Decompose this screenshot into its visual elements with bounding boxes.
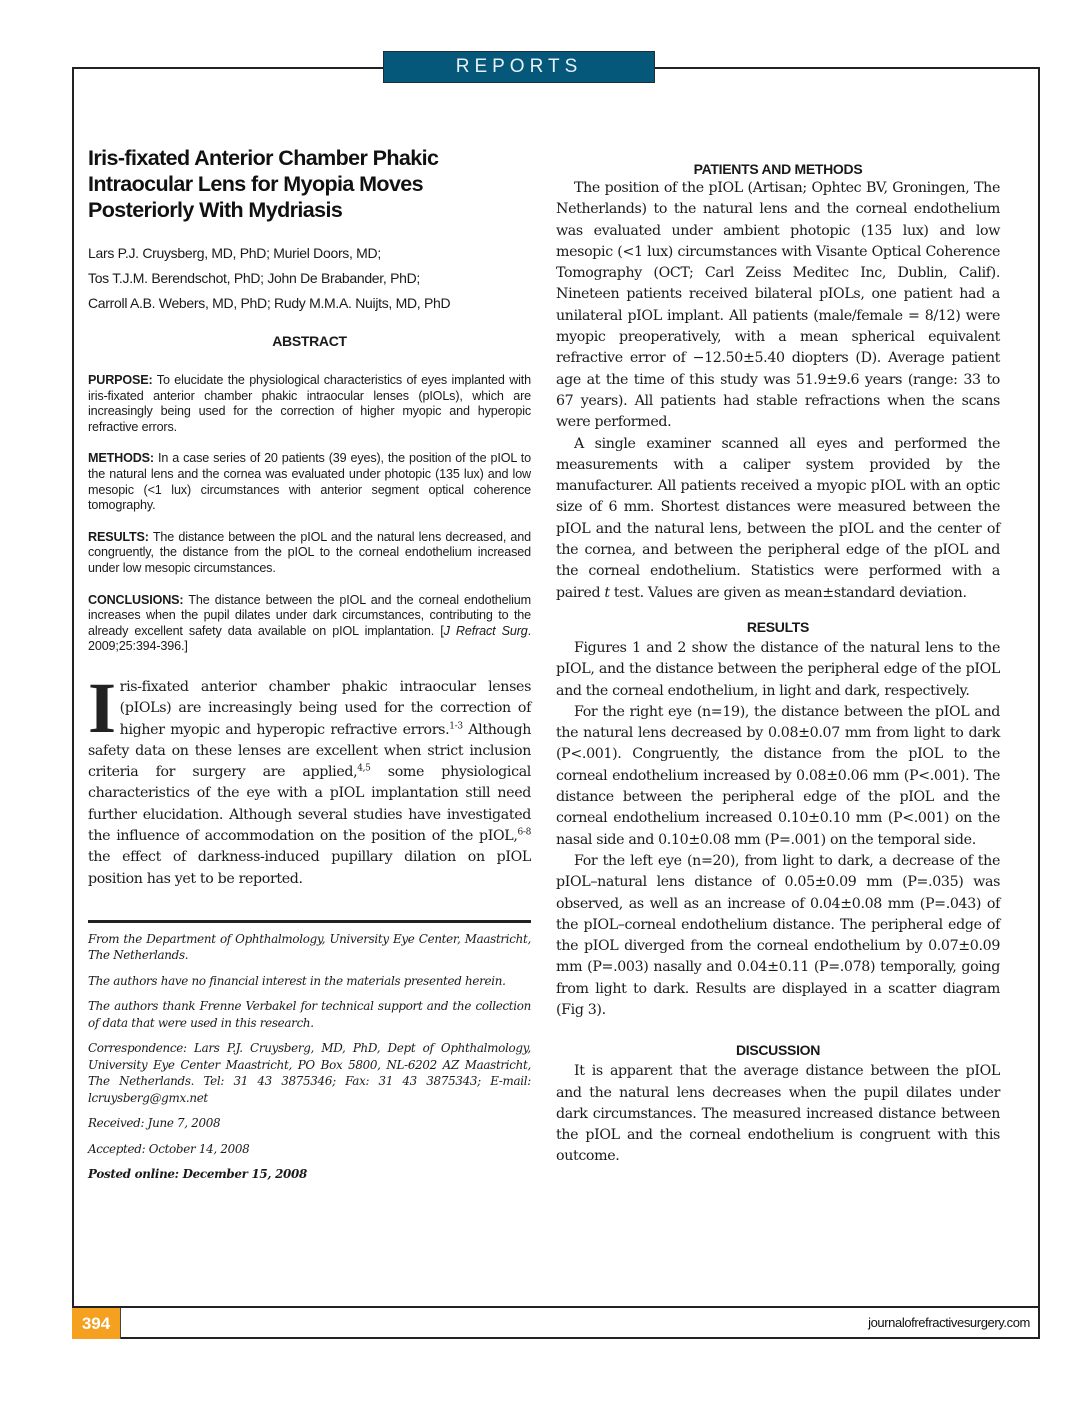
author-line: Tos T.J.M. Berendschot, PhD; John De Brabander, PhD;: [88, 270, 420, 286]
section-banner: REPORTS: [383, 51, 655, 83]
abstract-methods: [88, 451, 531, 513]
citation-details: . 2009;25:394-396.]: [88, 623, 531, 654]
footnote-divider: [88, 920, 531, 923]
author-line: Lars P.J. Cruysberg, MD, PhD; Muriel Doors, MD;: [88, 245, 381, 261]
footnote-accepted: Accepted: October 14, 2008: [88, 1141, 250, 1156]
purpose-label: PURPOSE:: [88, 373, 153, 387]
drop-cap: I: [88, 667, 116, 748]
abstract-purpose: [88, 373, 531, 435]
intro-text: some physiological characteristics of the eye with a pIOL implantation still need further elucidation. Although several studies have investigated the influence of accommodation on the position of the pIOL,: [88, 764, 531, 844]
reference-4-5[interactable]: 4,5: [357, 763, 371, 774]
abstract-conclusions: [88, 593, 531, 655]
methods-text: In a case series of 20 patients (39 eyes), the position of the pIOL to the natural lens and the cornea was evaluated under photopic (135 lux) and low mesopic (<1 lux) circumstances with anterior segment optical coherence tomography.: [88, 451, 531, 513]
page-number: 394: [72, 1308, 121, 1339]
intro-text: Although safety data on these lenses are excellent when strict inclusion criteria for surgery are applied,: [88, 721, 531, 781]
results-label: RESULTS:: [88, 529, 149, 544]
abstract-heading: ABSTRACT: [272, 333, 347, 349]
left-column: [88, 145, 531, 1192]
abstract-results: [88, 530, 531, 577]
purpose-text: To elucidate the physiological characteristics of eyes implanted with iris-fixated anterior chamber phakic intraocular lenses (pIOLs), which are increasingly being used for the correction of higher myopic and hyperopic refractive errors.: [88, 373, 531, 434]
methods-text: A single examiner scanned all eyes and performed the measurements with a caliper system provided by the manufacturer. All patients received a myopic pIOL with an optic size of 6 mm. Shortest distances were measured between the pIOL and the natural lens, between the pIOL and the center of the cornea, and between the peripheral edge of the pIOL and the corneal endothelium. Statistics were performed with a paired: [556, 435, 1000, 601]
footnote-posted-online: Posted online: December 15, 2008: [88, 1167, 307, 1182]
article-title: Iris-fixated Anterior Chamber Phakic Intraocular Lens for Myopia Moves Posteriorly With Mydriasis: [88, 146, 439, 222]
t-test-symbol: t: [604, 584, 610, 601]
journal-website-link[interactable]: journalofrefractivesurgery.com: [868, 1315, 1030, 1330]
results-paragraph: Figures 1 and 2 show the distance of the natural lens to the pIOL, and the distance between the peripheral edge of the pIOL and the corneal endothelium, in light and dark, respectively.: [556, 639, 1000, 699]
methods-text: test. Values are given as mean±standard deviation.: [609, 584, 967, 601]
patients-methods-heading: PATIENTS AND METHODS: [693, 161, 863, 177]
footer-divider: [72, 1306, 1040, 1308]
footnote-acknowledgment: The authors thank Frenne Verbakel for technical support and the collection of data that were used in this research.: [88, 999, 531, 1030]
footnote-affiliation: From the Department of Ophthalmology, University Eye Center, Maastricht, The Netherlands.: [88, 931, 531, 963]
methods-paragraph: The position of the pIOL (Artisan; Ophtec BV, Groningen, The Netherlands) to the natural lens and the corneal endothelium was evaluated under ambient photopic (135 lux) and low mesopic (<1 lux) circumstances with Visante Optical Coherence Tomography (OCT; Carl Zeiss Meditec Inc, Dublin, Calif). Nineteen patients received bilateral pIOLs, one patient had a unilateral pIOL implant. All patients (male/female = 8/12) were myopic preoperatively, with a mean spherical equivalent refractive error of −12.50±5.40 diopters (D). Average patient age at the time of this study was 51.9±9.6 years (range: 33 to 67 years). All patients had stable refractions when the scans were performed.: [556, 180, 1000, 431]
footnote-received: Received: June 7, 2008: [88, 1116, 221, 1131]
intro-paragraph: [88, 667, 531, 890]
footnote-disclosure: The authors have no financial interest in the materials presented herein.: [88, 973, 506, 988]
methods-paragraph: [556, 434, 1000, 604]
results-paragraph: For the right eye (n=19), the distance between the pIOL and the natural lens decreased by 0.08±0.07 mm from light to dark (P<.001). Congruently, the distance from the pIOL to the corneal endothelium increased by 0.08±0.06 mm (P<.001). The distance between the peripheral edge of the pIOL and the corneal endothelium increased 0.10±0.10 mm (P<.001) on the nasal side and 0.10±0.08 mm (P=.001) on the temporal side.: [556, 703, 1000, 848]
results-heading: RESULTS: [746, 618, 810, 635]
footnote-correspondence: Correspondence: Lars P.J. Cruysberg, MD, PhD, Dept of Ophthalmology, University Eye Center Maastricht, PO Box 5800, NL-6202 AZ Maastricht, The Netherlands. Tel: 31 43 3875346; Fax: 31 43 3875343; E-mail: lcruysberg@gmx.net: [88, 1041, 531, 1105]
results-text: The distance between the pIOL and the natural lens decreased, and congruently, the distance from the pIOL to the corneal endothelium increased under low mesopic circumstances.: [88, 529, 531, 575]
intro-text: the effect of darkness-induced pupillary dilation on pIOL position has yet to be reported.: [88, 849, 531, 887]
right-column: [556, 160, 1000, 1168]
methods-label: METHODS:: [88, 451, 154, 466]
author-line: Carroll A.B. Webers, MD, PhD; Rudy M.M.A. Nuijts, MD, PhD: [88, 295, 451, 311]
reference-1-3[interactable]: 1-3: [449, 720, 463, 731]
conclusions-text: The distance between the pIOL and the corneal endothelium increases when the pupil dilates under dark circumstances, contributing to the already excellent safety data available on pIOL implantation. [: [88, 592, 531, 638]
discussion-heading: DISCUSSION: [735, 1042, 821, 1059]
citation-journal: J Refract Surg: [443, 623, 528, 638]
conclusions-label: CONCLUSIONS:: [88, 592, 184, 607]
author-list: [88, 241, 531, 316]
results-paragraph: For the left eye (n=20), from light to dark, a decrease of the pIOL–natural lens distance of 0.05±0.09 mm (P=.035) was observed, as well as an increase of 0.04±0.08 mm (P=.043) of the pIOL–corneal endothelium distance. The peripheral edge of the pIOL diverged from the corneal endothelium by 0.07±0.09 mm (P=.003) nasally and 0.04±0.11 (P=.078) temporally, going from light to dark. Results are displayed in a scatter diagram (Fig 3).: [556, 852, 1000, 1018]
reference-6-8[interactable]: 6-8: [517, 827, 531, 838]
intro-text: ris-fixated anterior chamber phakic intraocular lenses (pIOLs) are increasingly being used for the correction of higher myopic and hyperopic refractive errors.: [119, 678, 531, 738]
discussion-paragraph: It is apparent that the average distance between the pIOL and the natural lens decreases when the pupil dilates under dark circumstances. The measured increased distance between the pIOL and the corneal endothelium is congruent with this outcome.: [556, 1063, 1000, 1165]
